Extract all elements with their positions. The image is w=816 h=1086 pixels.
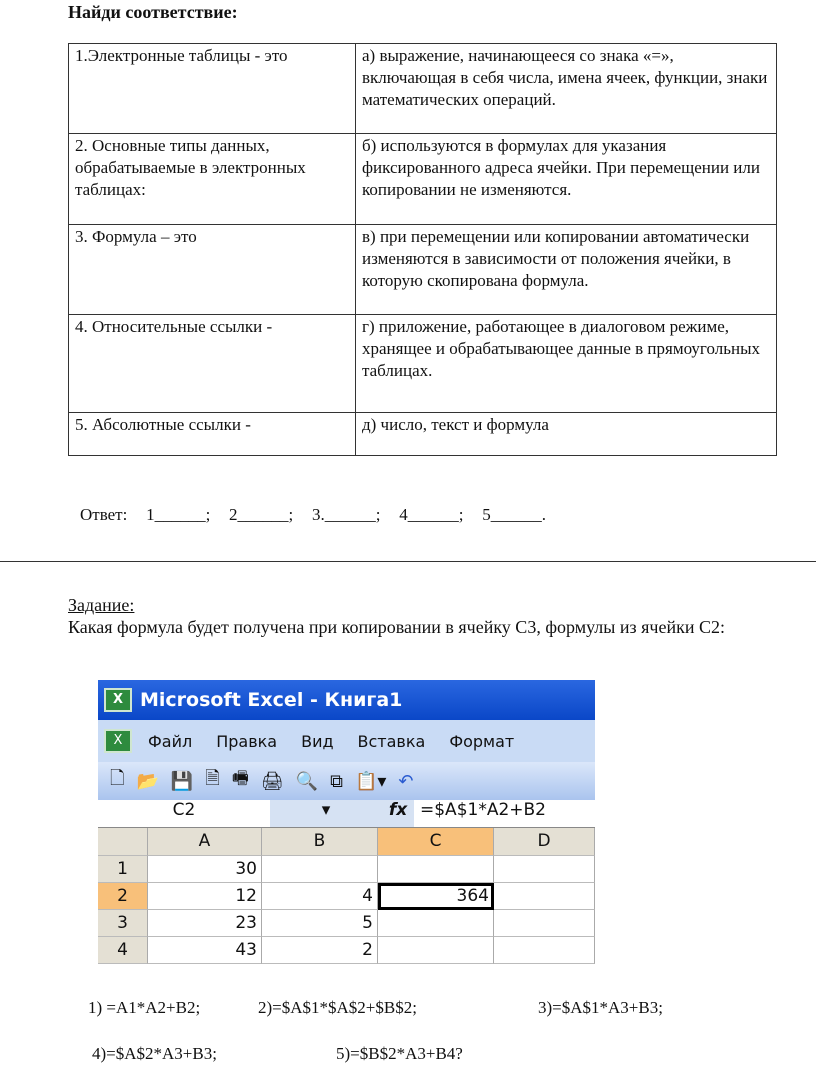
term: 5. Абсолютные ссылки - [69, 413, 356, 456]
col-header[interactable]: D [494, 828, 595, 856]
corner[interactable] [98, 828, 148, 856]
option-3: 3)=$A$1*A3+B3; [538, 998, 663, 1017]
new-icon[interactable]: 🗋 [110, 768, 125, 789]
toolbar [98, 762, 595, 800]
preview-icon[interactable]: 🔍 [295, 770, 319, 792]
sheet-grid [98, 828, 595, 964]
term: 2. Основные типы данных, обрабатываемые в электронных таблицах: [69, 134, 356, 225]
cell[interactable]: 30 [148, 856, 262, 883]
copy-icon[interactable]: ⧉ [330, 770, 343, 792]
menu-format[interactable]: Формат [449, 731, 515, 751]
term: 1.Электронные таблицы - это [69, 44, 356, 134]
undo-icon[interactable]: ↶ [398, 770, 414, 792]
excel-screenshot [98, 680, 595, 965]
menu-edit[interactable]: Правка [216, 731, 278, 751]
col-header[interactable]: B [262, 828, 378, 856]
cell[interactable] [494, 883, 595, 910]
menu-view[interactable]: Вид [301, 731, 334, 751]
definition: а) выражение, начинающееся со знака «=», включающая в себя числа, имена ячеек, функции, знаки математических операций. [356, 44, 777, 134]
col-header[interactable]: C [378, 828, 494, 856]
formula-bar [98, 800, 595, 828]
chevron-down-icon[interactable]: ▾ [270, 800, 382, 827]
cell[interactable]: 23 [148, 910, 262, 937]
email-icon[interactable]: 🖷 [231, 768, 249, 789]
row-header[interactable]: 2 [98, 883, 148, 910]
cell[interactable] [378, 856, 494, 883]
title-bar [98, 680, 595, 720]
cell[interactable] [378, 910, 494, 937]
cell[interactable] [378, 937, 494, 964]
save-icon[interactable]: 💾 [170, 770, 194, 792]
term: 3. Формула – это [69, 225, 356, 315]
cell[interactable] [494, 937, 595, 964]
cell[interactable]: 43 [148, 937, 262, 964]
open-icon[interactable]: 📂 [136, 770, 159, 792]
cell[interactable] [494, 856, 595, 883]
task [68, 594, 788, 638]
definition: в) при перемещении или копировании автоматически изменяются в зависимости от положения ячейки, в которую скопирована формула. [356, 225, 777, 315]
formula-input[interactable]: =$A$1*A2+B2 [420, 800, 546, 820]
option-4: 4)=$A$2*A3+B3; [92, 1044, 217, 1063]
definition: г) приложение, работающее в диалоговом режиме, хранящее и обрабатывающее данные в прямоугольных таблицах. [356, 315, 777, 413]
row-header[interactable]: 4 [98, 937, 148, 964]
print-icon[interactable]: 🖨 [260, 770, 284, 792]
col-header[interactable]: A [148, 828, 262, 856]
option-2: 2)=$A$1*$A$2+$B$2; [258, 998, 417, 1017]
task-label: Задание: [68, 595, 135, 615]
name-box[interactable]: C2 [98, 800, 270, 827]
cell[interactable]: 4 [262, 883, 378, 910]
answer-line: Ответ: 1______; 2______; 3.______; 4______; 5______. [80, 505, 546, 524]
cell[interactable]: 5 [262, 910, 378, 937]
cell[interactable] [494, 910, 595, 937]
menu-file[interactable]: Файл [148, 731, 193, 751]
paste-icon[interactable]: 📋▾ [354, 770, 387, 792]
function-icon[interactable]: fx [382, 800, 414, 827]
row-header[interactable]: 3 [98, 910, 148, 937]
heading: Найди соответствие: [68, 2, 238, 22]
cell[interactable]: 2 [262, 937, 378, 964]
definition: д) число, текст и формула [356, 413, 777, 456]
cell[interactable] [262, 856, 378, 883]
option-1: 1) =A1*A2+B2; [88, 998, 201, 1017]
excel-doc-icon: X [104, 729, 132, 753]
divider [0, 561, 816, 562]
matching-table [68, 43, 777, 456]
permission-icon[interactable]: 🗎 [205, 768, 220, 789]
menu-insert[interactable]: Вставка [357, 731, 426, 751]
menu-bar [98, 720, 595, 762]
definition: б) используются в формулах для указания фиксированного адреса ячейки. При перемещении или копировании не изменяются. [356, 134, 777, 225]
window-title: Microsoft Excel - Книга1 [140, 689, 403, 711]
row-header[interactable]: 1 [98, 856, 148, 883]
selected-cell[interactable]: 364 [378, 883, 494, 910]
excel-icon: X [104, 688, 132, 712]
term: 4. Относительные ссылки - [69, 315, 356, 413]
option-5: 5)=$B$2*A3+B4? [336, 1044, 463, 1063]
task-text: Какая формула будет получена при копировании в ячейку С3, формулы из ячейки С2: [68, 617, 725, 637]
cell[interactable]: 12 [148, 883, 262, 910]
